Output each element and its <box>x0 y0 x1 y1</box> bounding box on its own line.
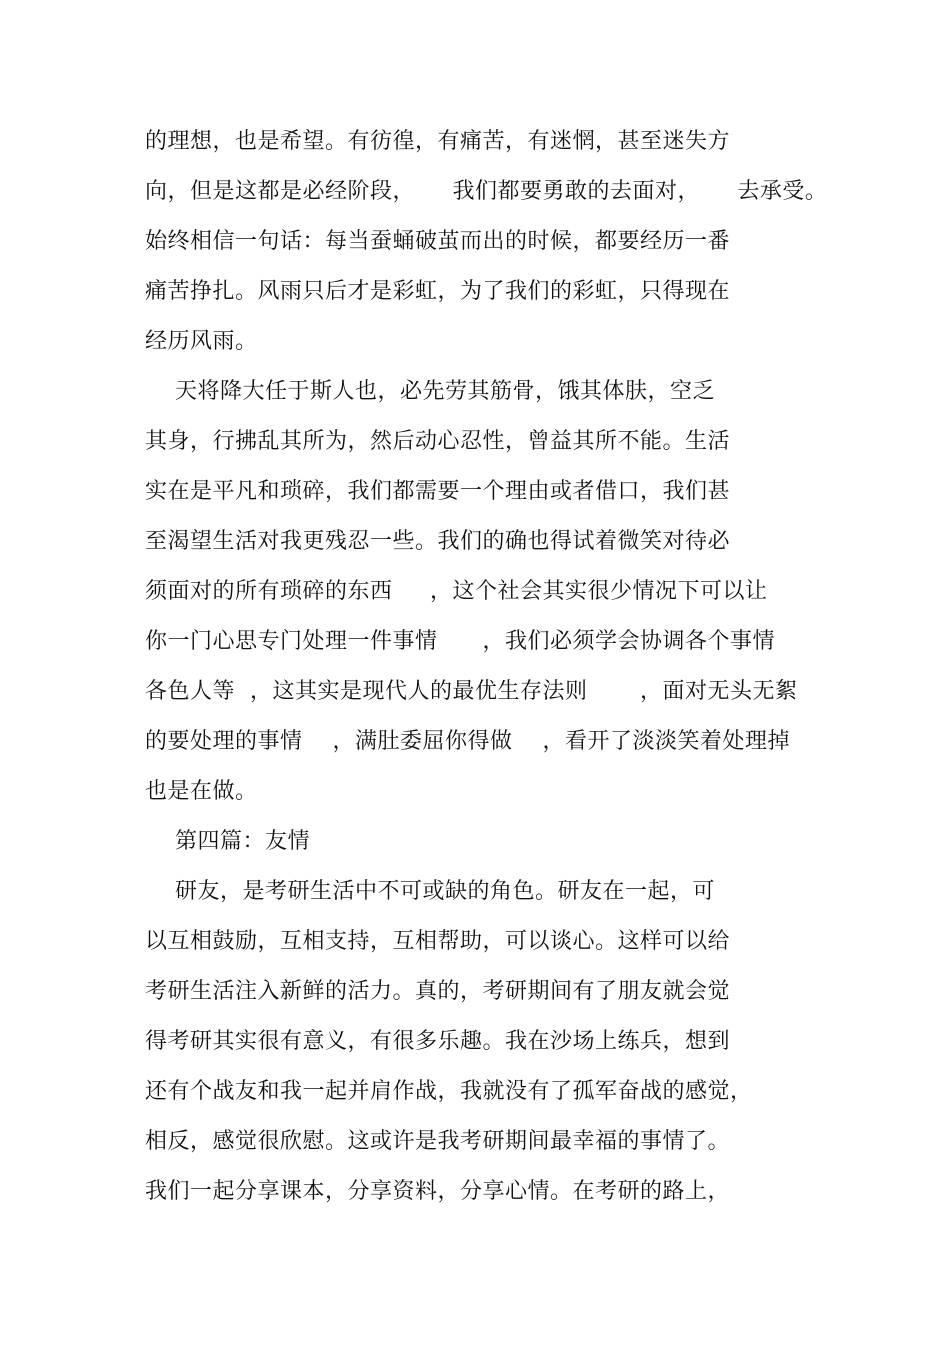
text-line: 至渴望生活对我更残忍一些。我们的确也得试着微笑对待必 <box>145 529 731 554</box>
text-line: 实在是平凡和琐碎，我们都需要一个理由或者借口，我们甚 <box>145 479 731 504</box>
text-line: 各色人等 ，这其实是现代人的最优生存法则 ，面对无头无絮 <box>145 679 798 704</box>
section-heading: 第四篇：友情 <box>145 829 310 854</box>
text-line: 向，但是这都是必经阶段， 我们都要勇敢的去面对， 去承受。 <box>145 179 828 204</box>
text-line: 相反，感觉很欣慰。这或许是我考研期间最幸福的事情了。 <box>145 1129 731 1154</box>
text-line: 也是在做。 <box>145 779 258 804</box>
text-line: 以互相鼓励，互相支持，互相帮助，可以谈心。这样可以给 <box>145 929 731 954</box>
text-line: 痛苦挣扎。风雨只后才是彩虹，为了我们的彩虹，只得现在 <box>145 279 731 304</box>
text-line: 经历风雨。 <box>145 329 258 354</box>
text-line: 考研生活注入新鲜的活力。真的，考研期间有了朋友就会觉 <box>145 979 731 1004</box>
text-line: 得考研其实很有意义，有很多乐趣。我在沙场上练兵，想到 <box>145 1029 731 1054</box>
text-line: 的要处理的事情 ，满肚委屈你得做 ，看开了淡淡笑着处理掉 <box>145 729 790 754</box>
text-line: 天将降大任于斯人也，必先劳其筋骨，饿其体肤，空乏 <box>145 379 715 404</box>
text-line: 其身，行拂乱其所为，然后动心忍性，曾益其所不能。生活 <box>145 429 731 454</box>
text-line: 我们一起分享课本，分享资料，分享心情。在考研的路上， <box>145 1179 731 1204</box>
text-line: 研友，是考研生活中不可或缺的角色。研友在一起，可 <box>145 879 715 904</box>
text-line: 你一门心思专门处理一件事情 ，我们必须学会协调各个事情 <box>145 629 775 654</box>
text-line: 始终相信一句话：每当蚕蛹破茧而出的时候，都要经历一番 <box>145 229 731 254</box>
text-line: 须面对的所有琐碎的东西 ，这个社会其实很少情况下可以让 <box>145 579 768 604</box>
text-line: 还有个战友和我一起并肩作战，我就没有了孤军奋战的感觉， <box>145 1079 753 1104</box>
text-line: 的理想，也是希望。有彷徨，有痛苦，有迷惘，甚至迷失方 <box>145 129 731 154</box>
